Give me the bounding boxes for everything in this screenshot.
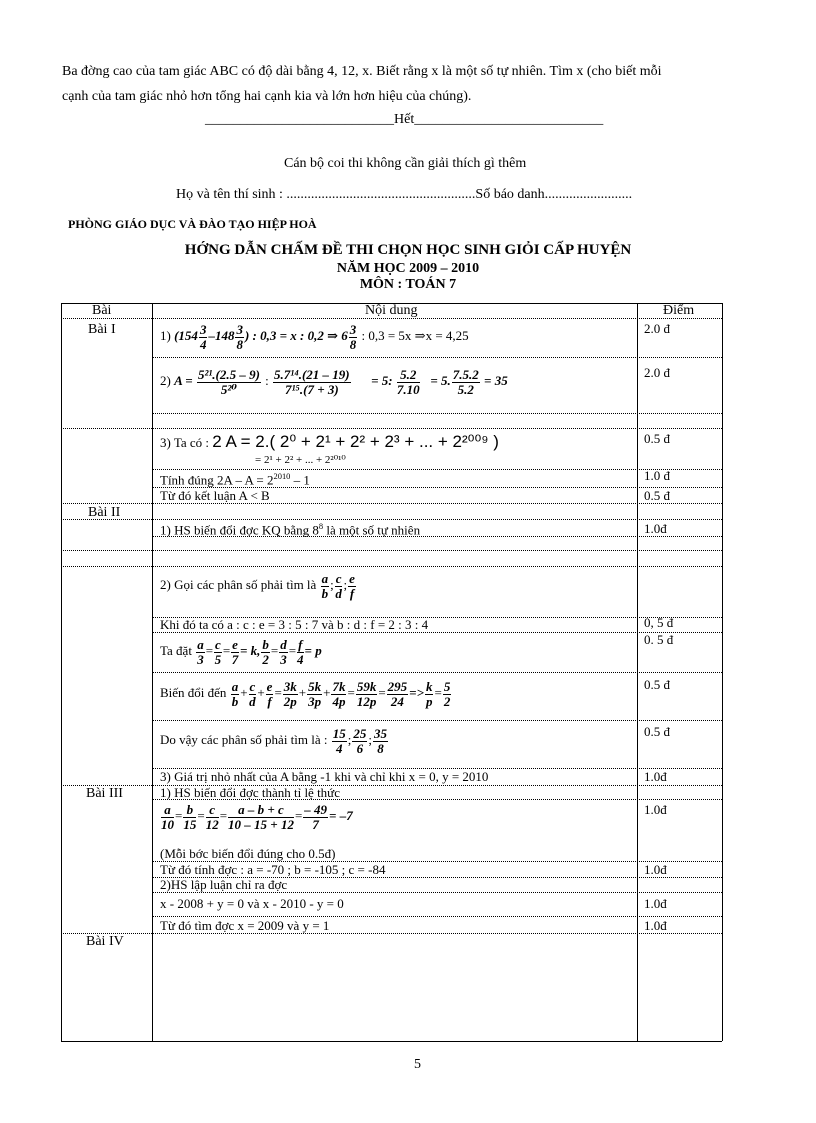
row17-score: 1.0đ: [644, 896, 667, 911]
row2-content: 2) A = $\frac{\text{5²¹.(2.5 – 9)}}{\text{5²⁰}}$ : $\frac{\text{5.7¹⁴.(21 – 19)}}{\text{7¹⁵.(7 + 3)}}$ = 5: $\frac{5.2}{7.10}$ = 5. $\frac{7.5.2}{5.2}$ = 35: [160, 367, 508, 397]
row10-content: Biến đổi đến $\frac{a}{b}$ + $\frac{c}{d}$ + $\frac{e}{f}$ = $\frac{3k}{2p}$ + $\frac{5k}{3p}$ + $\frac{7k}{4p}$ = $\frac{59k}{12p}$ = $\frac{295}{24}$ => $\frac{k}{p}$ = $\frac{5}{2}$: [160, 679, 451, 709]
department: PHÒNG GIÁO DỤC VÀ ĐÀO TẠO HIỆP HOÀ: [68, 217, 317, 231]
row1-content: 1) (154 $\frac{3}{4}$ –148 $\frac{3}{8}$ ) : 0,3 = x : 0,2 ⇒ 6 $\frac{3}{8}$ : 0,3 = 5x ⇒x = 4,25: [160, 322, 469, 352]
row17-content: x - 2008 + y = 0 và x - 2010 - y = 0: [160, 896, 344, 911]
row8-score: 0, 5 đ: [644, 615, 674, 630]
row18-content: Từ đó tìm đợc x = 2009 và y = 1: [160, 918, 330, 933]
row1-score: 2.0 đ: [644, 321, 670, 336]
row8-content: Khi đó ta có a : c : e = 3 : 5 : 7 và b : d : f = 2 : 3 : 4: [160, 617, 429, 632]
row5-score: 0.5 đ: [644, 488, 670, 503]
candidate-line: Họ và tên thí sinh : ......................................................Số báo danh.........................: [176, 187, 633, 202]
row3-content: 3) Ta có : 2 A = 2.( 2⁰ + 2¹ + 2² + 2³ + ... + 2²⁰⁰⁹ ): [160, 432, 499, 451]
section-bai-4: Bài IV: [86, 934, 124, 949]
row18-score: 1.0đ: [644, 918, 667, 933]
row4-score: 1.0 đ: [644, 468, 670, 483]
title-line3: MÔN : TOÁN 7: [359, 277, 457, 292]
page-number: 5: [414, 1057, 421, 1072]
row4-content: Tính đúng $2A - A = 2^{2010} - 1$: [160, 471, 310, 488]
header-bai: Bài: [92, 303, 112, 318]
row10-score: 0.5 đ: [644, 677, 670, 692]
row14-content: $\frac{a}{10}$ = $\frac{b}{15}$ = $\frac{c}{12}$ = $\frac{a - b + c}{10 - 15 + 12}$ = $\frac{- 49}{7}$ = –7: [161, 802, 353, 832]
row13-content: 1) HS biến đổi đợc thành tỉ lệ thức: [160, 785, 341, 800]
row15-content: Từ đó tính đợc : a = -70 ; b = -105 ; c = -84: [160, 862, 386, 877]
row6-content: 1) HS biến đổi đợc KQ bằng $8^8$ là một số tự nhiên: [160, 521, 421, 538]
row15-score: 1.0đ: [644, 862, 667, 877]
row7-content: 2) Gọi các phân số phải tìm là $\frac{a}{b}$ ; $\frac{c}{d}$ ; $\frac{e}{f}$: [160, 571, 355, 601]
row5-content: Từ đó kết luận A < B: [160, 488, 270, 503]
section-bai-2: Bài II: [88, 505, 121, 520]
row14-note: (Mỗi bớc biến đổi đúng cho 0.5đ): [160, 846, 336, 861]
row11-score: 0.5 đ: [644, 724, 670, 739]
proctor-note: Cán bộ coi thi không cần giải thích gì thêm: [284, 156, 527, 171]
row14-score: 1.0đ: [644, 802, 667, 817]
title-line2: NĂM HỌC 2009 – 2010: [336, 261, 480, 276]
section-bai-1: Bài I: [88, 322, 116, 337]
end-line: ___________________________Hết___________________________: [205, 112, 604, 127]
header-diem: Điểm: [663, 303, 695, 318]
row6-score: 1.0đ: [644, 521, 667, 536]
problem-text-line1: Ba đờng cao của tam giác ABC có độ dài bằng 4, 12, x. Biết rằng x là một số tự nhiên. Tìm x (cho biết mỗi: [62, 64, 662, 79]
header-noi-dung: Nội dung: [365, 303, 418, 318]
row12-content: 3) Giá trị nhỏ nhất của A bằng -1 khi và chỉ khi x = 0, y = 2010: [160, 769, 489, 784]
row3-score: 0.5 đ: [644, 431, 670, 446]
row12-score: 1.0đ: [644, 769, 667, 784]
row2-score: 2.0 đ: [644, 365, 670, 380]
row3-sub: = 2¹ + 2² + ... + 2²⁰¹⁰: [255, 454, 346, 466]
section-bai-3: Bài III: [86, 786, 123, 801]
row11-content: Do vậy các phân số phải tìm là : $\frac{15}{4}$ ; $\frac{25}{6}$ ; $\frac{35}{8}$: [160, 726, 388, 756]
title-line1: HỚNG DẪN CHẤM ĐỀ THI CHỌN HỌC SINH GIỎI CẤP HUYỆN: [184, 242, 632, 258]
row9-content: Ta đặt $\frac{a}{3}$ = $\frac{c}{5}$ = $\frac{e}{7}$ = k, $\frac{b}{2}$ = $\frac{d}{3}$ = $\frac{f}{4}$ = p: [160, 637, 322, 667]
row16-content: 2)HS lập luận chỉ ra đợc: [160, 877, 288, 892]
row9-score: 0. 5 đ: [644, 632, 674, 647]
problem-text-line2: cạnh của tam giác nhỏ hơn tổng hai cạnh kia và lớn hơn hiệu của chúng).: [62, 89, 472, 104]
